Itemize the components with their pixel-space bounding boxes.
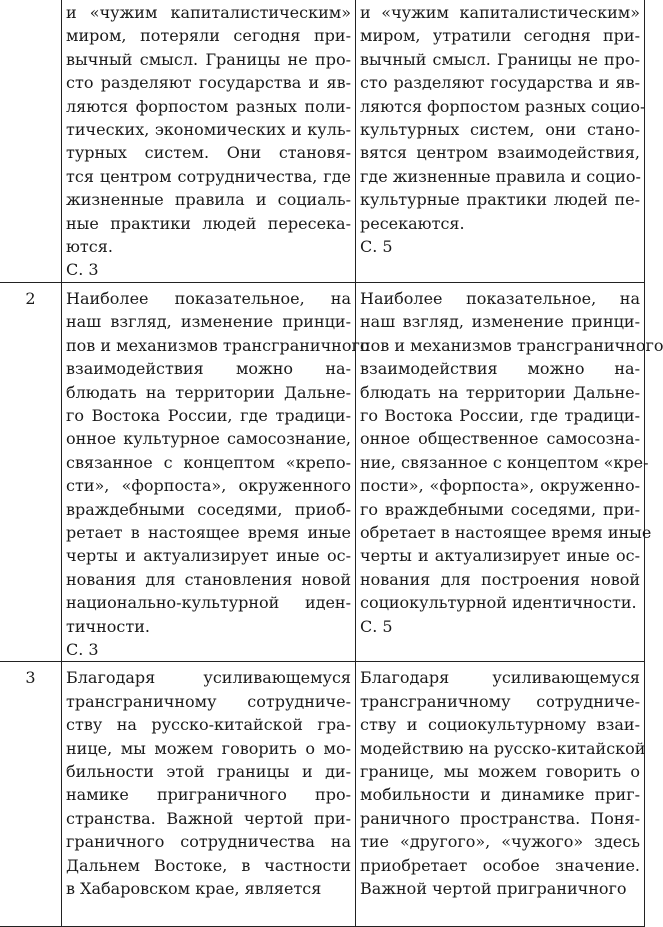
text-line: наш взгляд, изменение принци- xyxy=(66,312,351,332)
text-line: го Востока России, где традици- xyxy=(360,405,640,425)
text-line: где жизненные правила и социо- xyxy=(360,166,641,186)
revised-text-cell xyxy=(356,282,663,662)
text-line: го Востока России, где традици- xyxy=(66,405,351,425)
text-line: Благодаря усиливающемуся xyxy=(66,668,351,688)
text-line: модействию на русско-китайской xyxy=(360,738,646,758)
original-text-cell xyxy=(62,662,356,927)
table-row xyxy=(0,282,645,662)
text-line: Наиболее показательное, на xyxy=(360,288,640,308)
row-number-cell: 2 xyxy=(0,282,62,662)
text-line: взаимодействия можно на- xyxy=(360,359,640,379)
text-line: пов и механизмов трансграничного xyxy=(360,335,663,355)
text-line: и «чужим капиталистическим» xyxy=(360,3,640,22)
text-line: ются. xyxy=(66,237,113,257)
text-line: культурные практики людей пе- xyxy=(360,190,640,210)
text-line: в Хабаровском крае, является xyxy=(66,879,322,899)
revised-text-cell xyxy=(356,0,645,282)
revised-text-cell xyxy=(356,662,645,927)
text-line: ные практики людей пересека- xyxy=(66,213,351,233)
text-line: враждебными соседями, приоб- xyxy=(66,499,351,519)
text-line: границе, мы можем говорить о xyxy=(360,762,640,781)
text-line: жизненные правила и социаль- xyxy=(66,190,351,210)
text-line: блюдать на территории Дальне- xyxy=(66,382,351,402)
text-line: ству и социокультурному взаи- xyxy=(360,715,640,735)
text-line: мобильности и динамике приг- xyxy=(360,785,640,805)
original-text-cell xyxy=(62,282,370,662)
text-line: ние, связанное с концептом «кре- xyxy=(360,452,649,472)
page-reference: С. 3 xyxy=(66,639,99,659)
original-text-cell xyxy=(62,0,356,282)
text-line: странства. Важной чертой при- xyxy=(66,808,351,828)
text-line: намике приграничного про- xyxy=(66,785,351,805)
text-line: раничного пространства. Поня- xyxy=(360,808,640,828)
text-line: турных систем. Они становя- xyxy=(66,143,351,163)
text-line: миром, потеряли сегодня при- xyxy=(66,26,351,46)
row-number-cell: 3 xyxy=(0,662,62,927)
text-line: нования для становления новой xyxy=(66,569,351,589)
text-line: пов и механизмов трансграничного xyxy=(66,335,370,355)
text-line: вычный смысл. Границы не про- xyxy=(66,49,351,69)
text-line: бильности этой границы и ди- xyxy=(66,762,351,781)
text-line: тие «другого», «чужого» здесь xyxy=(360,832,640,852)
row-number-cell xyxy=(0,0,62,282)
text-line: сто разделяют государства и яв- xyxy=(360,73,640,93)
text-line: Наиболее показательное, на xyxy=(66,288,351,308)
text-line: нования для построения новой xyxy=(360,569,640,589)
text-line: миром, утратили сегодня при- xyxy=(360,26,640,46)
text-line: черты и актуализирует иные ос- xyxy=(66,546,351,566)
text-line: обретает в настоящее время иные xyxy=(360,522,652,542)
text-line: онное культурное самосознание, xyxy=(66,429,351,449)
text-line: вычный смысл. Границы не про- xyxy=(360,49,640,69)
text-line: ляются форпостом разных поли- xyxy=(66,96,351,116)
page-reference: С. 3 xyxy=(66,260,99,280)
text-line: приобретает особое значение. xyxy=(360,855,640,875)
text-line: нице, мы можем говорить о мо- xyxy=(66,738,351,758)
text-line: национально-культурной иден- xyxy=(66,593,351,613)
text-line: го враждебными соседями, при- xyxy=(360,499,640,519)
text-line: ляются форпостом разных социо- xyxy=(360,96,646,116)
text-line: социокультурной идентичности. xyxy=(360,593,637,613)
text-line: культурных систем, они стано- xyxy=(360,120,640,140)
text-line: онное общественное самосозна- xyxy=(360,429,640,449)
text-line: ретает в настоящее время иные xyxy=(66,522,351,542)
text-line: и «чужим капиталистическим» xyxy=(66,3,351,22)
text-line: тся центром сотрудничества, где xyxy=(66,166,351,186)
text-line: трансграничному сотрудниче- xyxy=(360,691,640,711)
text-line: Важной чертой приграничного xyxy=(360,879,627,899)
page-reference: С. 5 xyxy=(360,237,393,257)
text-line: сто разделяют государства и яв- xyxy=(66,73,351,93)
text-line: пости», «форпоста», окруженно- xyxy=(360,476,640,496)
text-line: блюдать на территории Дальне- xyxy=(360,382,640,402)
page-reference: С. 5 xyxy=(360,616,393,636)
text-line: ресекаются. xyxy=(360,213,465,233)
text-line: сти», «форпоста», окруженного xyxy=(66,476,351,496)
text-line: тических, экономических и куль- xyxy=(66,120,351,140)
text-line: трансграничному сотрудниче- xyxy=(66,691,351,711)
text-line: ству на русско-китайской гра- xyxy=(66,715,351,735)
text-line: граничного сотрудничества на xyxy=(66,832,351,852)
text-line: взаимодействия можно на- xyxy=(66,359,351,379)
table-row xyxy=(0,0,645,282)
text-line: тичности. xyxy=(66,616,150,636)
text-line: Дальнем Востоке, в частности xyxy=(66,855,351,875)
text-line: Благодаря усиливающемуся xyxy=(360,668,640,688)
text-line: вятся центром взаимодействия, xyxy=(360,143,640,163)
table-row xyxy=(0,662,645,927)
text-line: связанное с концептом «крепо- xyxy=(66,452,351,472)
text-line: наш взгляд, изменение принци- xyxy=(360,312,640,332)
text-line: черты и актуализирует иные ос- xyxy=(360,546,640,566)
